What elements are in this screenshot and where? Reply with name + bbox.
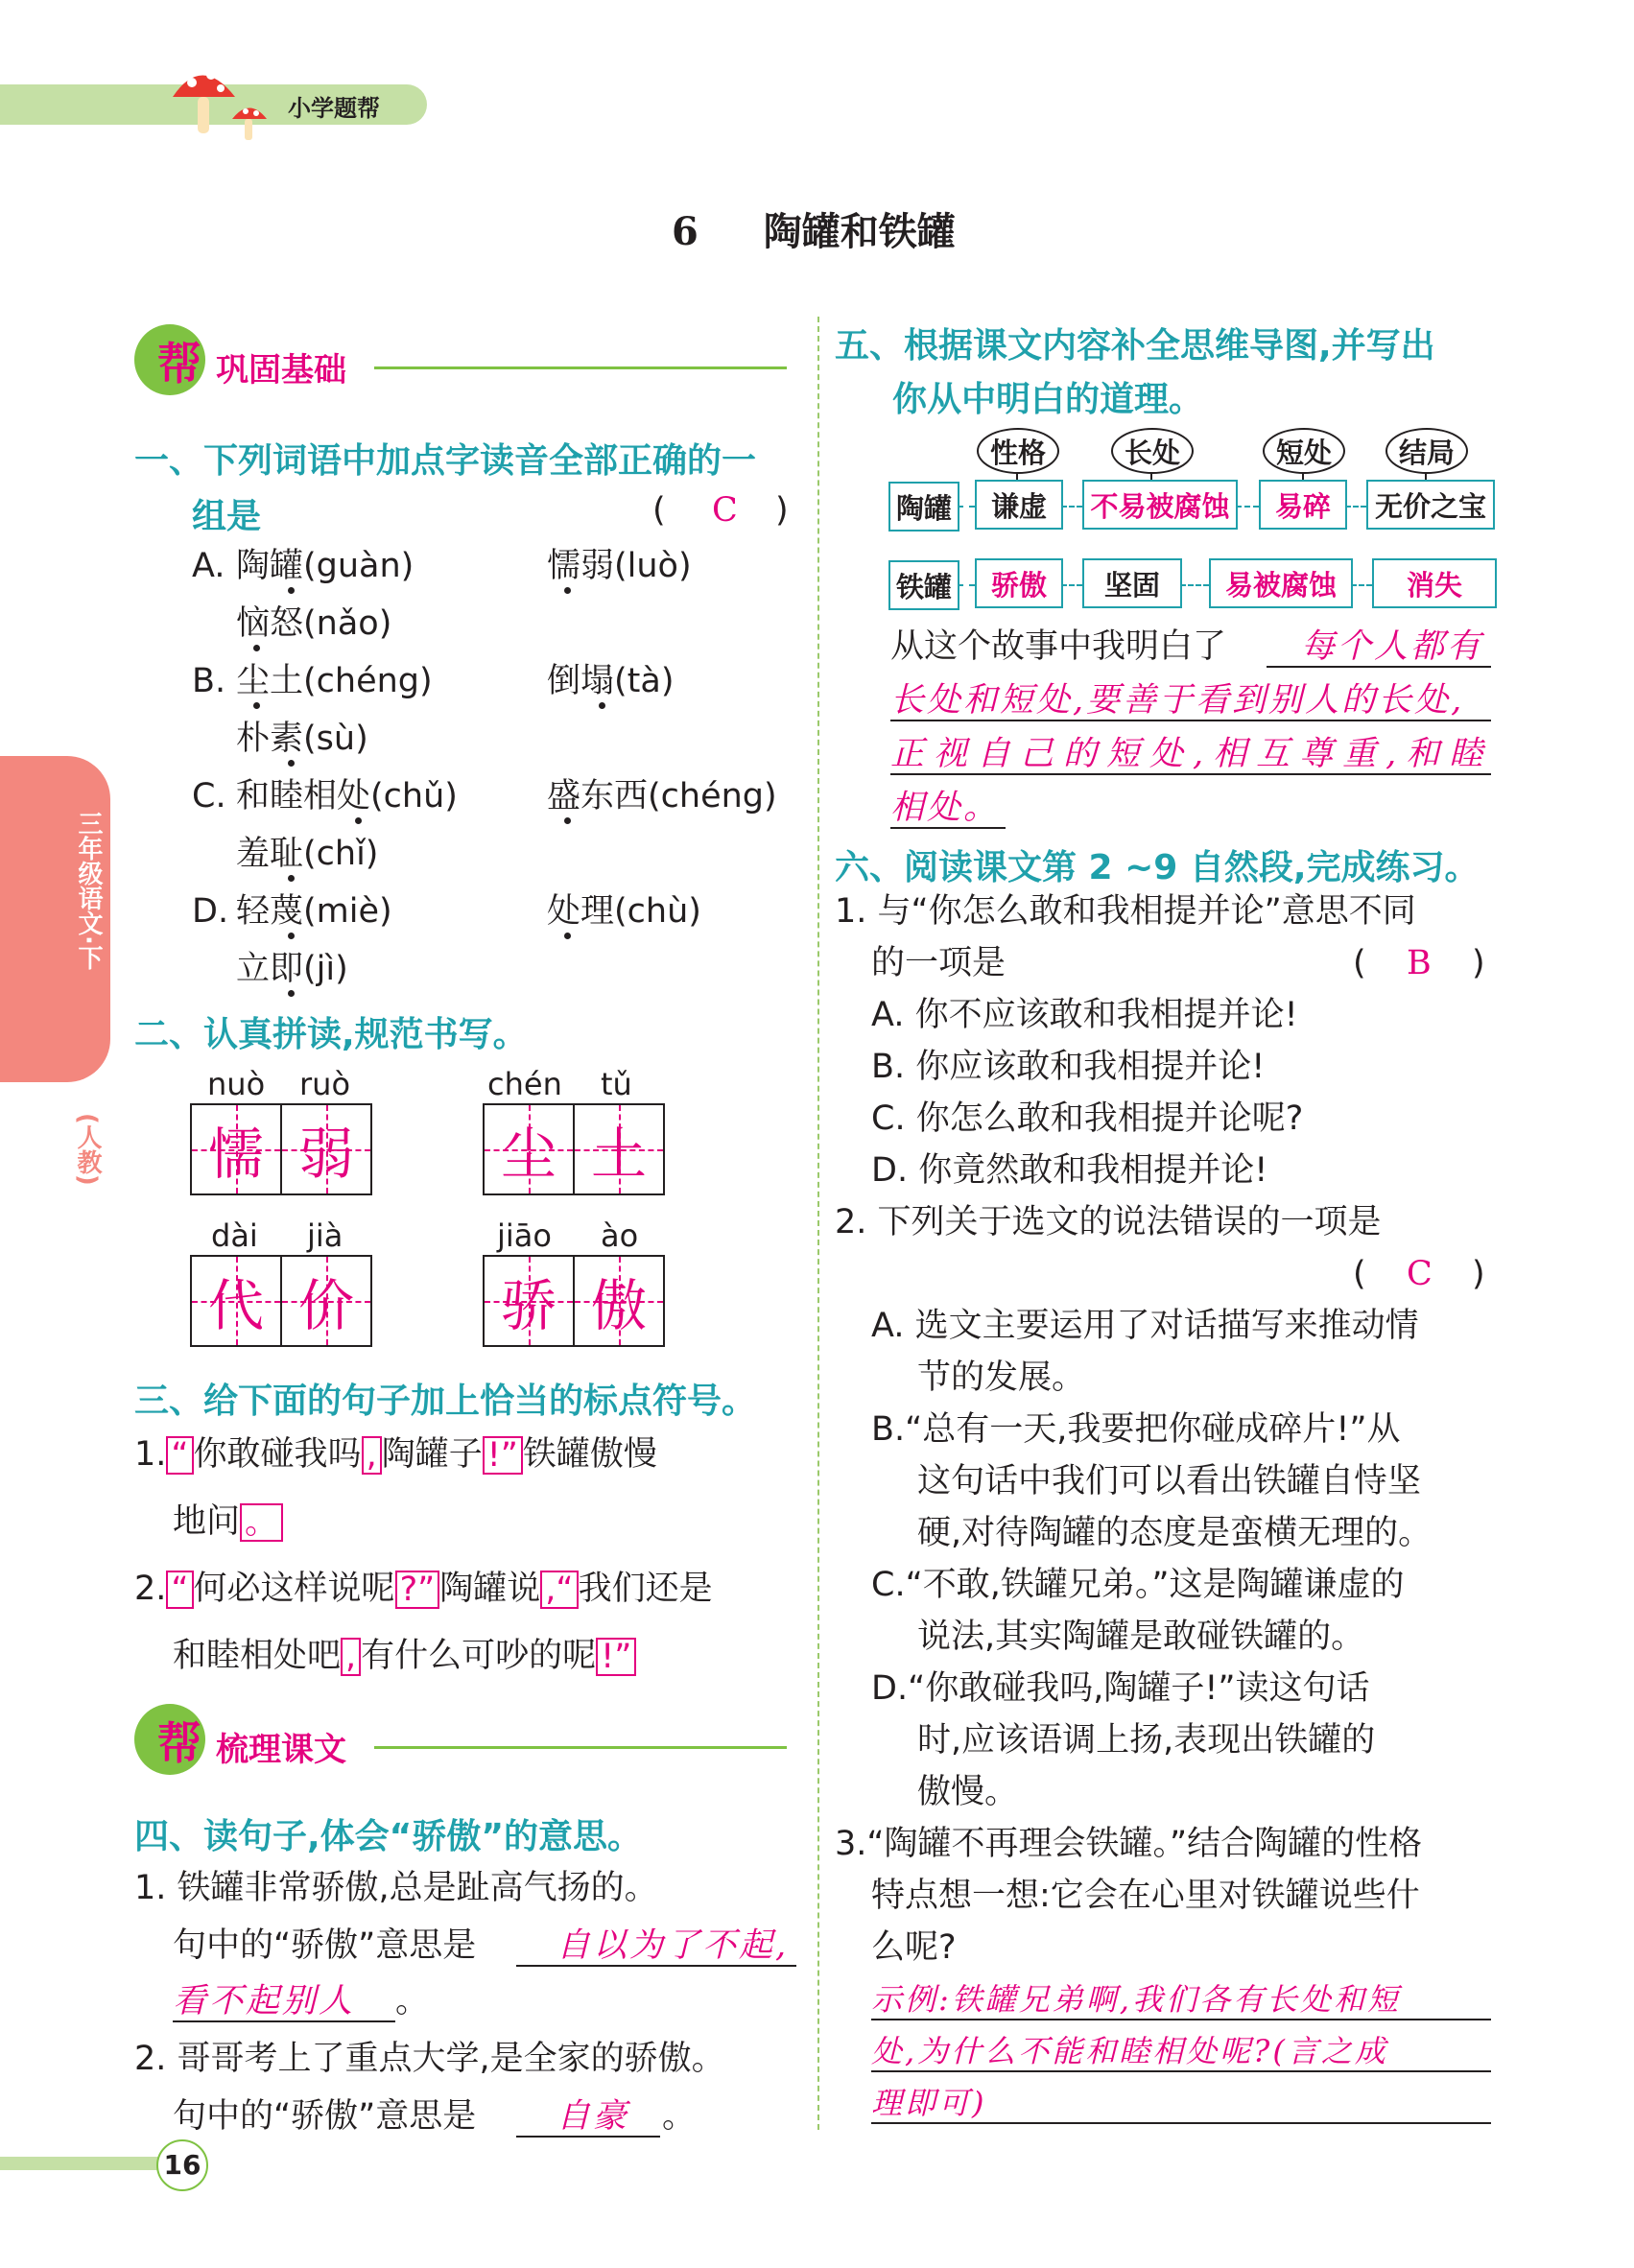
brand-name: 小学题帮 <box>288 95 380 122</box>
q6-item2: 2. 下列关于选文的说法错误的一项是 <box>835 1203 1382 1241</box>
q3-s2-num: 2. <box>134 1570 167 1608</box>
punct-box: 。 <box>240 1503 283 1542</box>
q6-item2-option-c: C.“不敢,铁罐兄弟。”这是陶罐谦虚的 <box>871 1566 1405 1604</box>
q6-item2-option-d: D.“你敢碰我吗,陶罐子!”读这句话 <box>871 1669 1370 1708</box>
emphasis-dot <box>564 933 571 939</box>
section-rule <box>374 1746 787 1749</box>
q3-sentence-2-cont <box>173 1637 636 1676</box>
pinyin-dai: dài <box>211 1217 258 1254</box>
emphasis-dot <box>355 817 362 824</box>
mindmap-header-weakness: 短处 <box>1263 428 1345 474</box>
q6-item1-paren-open: ( <box>1353 944 1366 982</box>
q3-s1-text: 你敢碰我吗 <box>193 1435 362 1474</box>
mindmap-header-ending: 结局 <box>1385 428 1468 474</box>
answer-line <box>871 2070 1491 2072</box>
q4-title: 四、读句子,体会“骄傲”的意思。 <box>134 1817 642 1856</box>
mindmap-connector <box>1061 506 1082 508</box>
mindmap-connector <box>1180 584 1209 586</box>
q6-item2-answer: C <box>1407 1255 1433 1293</box>
grid-char: 尘 <box>500 1122 557 1187</box>
punct-box: !” <box>596 1638 636 1676</box>
mindmap-row1-label: 陶罐 <box>888 482 959 532</box>
q3-s2-text: 有什么可吵的呢 <box>361 1637 597 1675</box>
punct-box: ,“ <box>540 1571 578 1609</box>
q6-item2-option-a-cont: 节的发展。 <box>917 1358 1086 1397</box>
pinyin-jia: jià <box>307 1217 343 1254</box>
answer-line <box>516 2136 660 2138</box>
q4-prompt-2: 句中的“骄傲”意思是 <box>173 2097 477 2136</box>
q1-title-cont: 组是 <box>192 497 262 536</box>
emphasis-dot <box>253 702 260 709</box>
emphasis-dot <box>599 702 605 709</box>
grid-char: 弱 <box>297 1122 354 1187</box>
q3-sentence-1 <box>134 1435 657 1475</box>
q6-item2-option-b-cont: 这句话中我们可以看出铁罐自恃坚 <box>917 1462 1422 1500</box>
section-label-consolidate: 巩固基础 <box>216 351 346 390</box>
q4-answer-2: 自豪 <box>557 2097 630 2136</box>
q6-item1-answer: B <box>1407 944 1432 982</box>
lesson-number: 6 <box>672 209 699 254</box>
column-divider <box>817 317 819 2130</box>
q4-answer-1b: 看不起别人 <box>173 1982 356 2020</box>
grid-char: 懦 <box>207 1122 264 1187</box>
q6-title: 六、阅读课文第 2 ~9 自然段,完成练习。 <box>835 848 1480 887</box>
q4-end-1: 。 <box>395 1982 430 2020</box>
grid-cell <box>282 1257 370 1345</box>
q6-item1-option-a: A. 你不应该敢和我相提并论! <box>871 996 1298 1034</box>
q6-item2-paren-close: ) <box>1472 1255 1485 1293</box>
grid-cell <box>575 1257 663 1345</box>
grid-cell <box>192 1105 282 1193</box>
q5-lesson-line-2: 长处和短处,要善于看到别人的长处, <box>890 681 1465 720</box>
q6-item3-cont2: 么呢? <box>871 1928 957 1967</box>
q1-option-d-label: D. <box>192 892 229 931</box>
side-tab-edition: (人教) <box>73 1113 102 1186</box>
q1-option-b-1: 尘土(chéng) <box>236 662 433 700</box>
emphasis-dot <box>564 587 571 594</box>
q6-item2-option-b: B.“总有一天,我要把你碰成碎片!”从 <box>871 1410 1401 1449</box>
q3-s1-text: 地问 <box>173 1502 241 1541</box>
emphasis-dot <box>288 760 295 767</box>
grid-cell <box>485 1105 575 1193</box>
grid-char: 骄 <box>500 1273 557 1338</box>
q1-paren-open: ( <box>652 491 666 530</box>
grid-cell <box>485 1257 575 1345</box>
answer-line <box>516 1965 796 1967</box>
q6-item1-paren-close: ) <box>1472 944 1485 982</box>
pinyin-nuo: nuò <box>207 1066 266 1102</box>
q3-s2-text: 我们还是 <box>578 1570 713 1608</box>
q3-s2-text: 陶罐说 <box>439 1570 541 1608</box>
mindmap-connector <box>958 506 975 508</box>
q1-option-a-2: 懦弱(luò) <box>547 547 692 585</box>
mindmap-header-strength: 长处 <box>1111 428 1194 474</box>
section-label-review: 梳理课文 <box>216 1731 346 1769</box>
q1-option-b-label: B. <box>192 662 226 700</box>
q4-sentence-2: 2. 哥哥考上了重点大学,是全家的骄傲。 <box>134 2040 725 2078</box>
q4-sentence-1: 1. 铁罐非常骄傲,总是趾高气扬的。 <box>134 1869 658 1907</box>
mindmap-row1-character: 谦虚 <box>975 480 1063 530</box>
footer-band <box>0 2157 168 2170</box>
emphasis-dot <box>288 587 295 594</box>
q5-lesson-prompt: 从这个故事中我明白了 <box>890 627 1227 666</box>
punct-box: , <box>341 1638 361 1676</box>
q1-option-a-label: A. <box>192 547 225 585</box>
mindmap-row2-weakness: 易被腐蚀 <box>1209 558 1353 608</box>
answer-line <box>173 2020 395 2022</box>
section-badge: 帮 <box>157 338 201 390</box>
answer-line <box>871 2122 1491 2124</box>
q1-option-c-2: 盛东西(chéng) <box>547 777 777 815</box>
emphasis-dot <box>288 933 295 939</box>
mindmap-row2-strength: 坚固 <box>1082 558 1182 608</box>
q6-item2-paren-open: ( <box>1353 1255 1366 1293</box>
q1-option-b-3: 朴素(sù) <box>236 720 368 758</box>
q6-item2-option-d-cont2: 傲慢。 <box>917 1773 1019 1811</box>
grid-cell <box>575 1105 663 1193</box>
q1-option-d-3: 立即(jì) <box>236 950 348 988</box>
q5-title-cont: 你从中明白的道理。 <box>892 380 1204 419</box>
pinyin-tu: tǔ <box>601 1066 632 1102</box>
q1-answer: C <box>712 491 738 530</box>
mindmap-connector <box>1236 506 1259 508</box>
mindmap-connector <box>1061 584 1082 586</box>
emphasis-dot <box>288 875 295 882</box>
answer-line <box>1267 666 1491 668</box>
q4-end-2: 。 <box>662 2097 697 2136</box>
answer-line <box>890 773 1491 775</box>
q1-option-c-3: 羞耻(chǐ) <box>236 835 379 873</box>
mindmap-row2-label: 铁罐 <box>888 560 959 610</box>
answer-line <box>890 827 1006 829</box>
q6-item3-answer-3: 理即可) <box>871 2085 987 2121</box>
q1-option-d-2: 处理(chù) <box>547 892 701 931</box>
q3-s2-text: 何必这样说呢 <box>193 1570 395 1608</box>
pinyin-jiao: jiāo <box>497 1217 552 1254</box>
q6-item3-answer-1: 示例:铁罐兄弟啊,我们各有长处和短 <box>871 1981 1401 2018</box>
grid-char: 土 <box>590 1122 647 1187</box>
mindmap-row2-character: 骄傲 <box>975 558 1063 608</box>
emphasis-dot <box>564 817 571 824</box>
q1-option-a-3: 恼怒(nǎo) <box>236 604 392 643</box>
q6-item1-option-d: D. 你竟然敢和我相提并论! <box>871 1151 1268 1190</box>
q2-title: 二、认真拼读,规范书写。 <box>134 1015 528 1054</box>
q1-paren-close: ) <box>775 491 789 530</box>
pinyin-chen: chén <box>487 1066 562 1102</box>
q3-s1-text: 铁罐傲慢 <box>522 1435 657 1474</box>
writing-grid-4 <box>483 1255 665 1347</box>
q6-item2-option-d-cont: 时,应该语调上扬,表现出铁罐的 <box>917 1721 1376 1760</box>
q1-option-c-label: C. <box>192 777 226 815</box>
q1-option-b-2: 倒塌(tà) <box>547 662 675 700</box>
mindmap-row1-strength: 不易被腐蚀 <box>1082 480 1238 530</box>
grid-cell <box>282 1105 370 1193</box>
q6-item3-answer-2: 处,为什么不能和睦相处呢?(言之成 <box>871 2033 1388 2069</box>
answer-line <box>890 720 1491 721</box>
q3-sentence-2 <box>134 1570 713 1609</box>
lesson-title-text: 陶罐和铁罐 <box>763 210 956 254</box>
punct-box: !” <box>483 1436 523 1475</box>
punct-box: ?” <box>395 1571 440 1609</box>
q5-lesson-line-3: 正视自己的短处,相互尊重,和睦 <box>890 735 1493 773</box>
grid-char: 代 <box>207 1273 264 1338</box>
q4-answer-1a: 自以为了不起, <box>557 1926 790 1965</box>
section-rule <box>374 366 787 369</box>
q6-item1: 1. 与“你怎么敢和我相提并论”意思不同 <box>835 892 1416 931</box>
q3-s2-text: 和睦相处吧 <box>173 1637 342 1675</box>
writing-grid-2 <box>483 1103 665 1195</box>
q6-item3: 3.“陶罐不再理会铁罐。”结合陶罐的性格 <box>835 1825 1423 1863</box>
q3-s1-num: 1. <box>134 1435 167 1474</box>
grid-cell <box>192 1257 282 1345</box>
emphasis-dot <box>288 990 295 997</box>
emphasis-dot <box>253 645 260 651</box>
grid-char: 价 <box>297 1273 354 1338</box>
q6-item3-cont: 特点想一想:它会在心里对铁罐说些什 <box>871 1877 1420 1915</box>
q5-lesson-line-1: 每个人都有 <box>1301 627 1484 666</box>
section-badge: 帮 <box>157 1717 201 1769</box>
q6-item1-option-c: C. 你怎么敢和我相提并论呢? <box>871 1099 1304 1138</box>
q6-item1-option-b: B. 你应该敢和我相提并论! <box>871 1048 1266 1086</box>
punct-box: , <box>362 1436 382 1475</box>
q6-item2-option-c-cont: 说法,其实陶罐是敢碰铁罐的。 <box>917 1618 1365 1656</box>
punct-box: “ <box>166 1436 193 1475</box>
q5-lesson-line-4: 相处。 <box>890 789 1001 827</box>
q3-sentence-1-cont <box>173 1502 283 1542</box>
answer-line <box>871 2019 1491 2020</box>
q3-title: 三、给下面的句子加上恰当的标点符号。 <box>134 1382 757 1421</box>
writing-grid-1 <box>190 1103 372 1195</box>
q4-prompt-1: 句中的“骄傲”意思是 <box>173 1926 477 1965</box>
q3-s1-text: 陶罐子 <box>381 1435 483 1474</box>
mindmap-row2-ending: 消失 <box>1372 558 1497 608</box>
q1-title: 一、下列词语中加点字读音全部正确的一 <box>134 441 757 481</box>
mindmap-row1-weakness: 易碎 <box>1259 480 1347 530</box>
lesson-title <box>672 201 956 256</box>
punct-box: “ <box>166 1571 193 1609</box>
grid-char: 傲 <box>590 1273 647 1338</box>
mindmap-connector <box>958 584 975 586</box>
mindmap-header-character: 性格 <box>977 428 1059 474</box>
mushroom-logo-icon <box>163 54 278 150</box>
pinyin-ao: ào <box>601 1217 639 1254</box>
q6-item2-option-a: A. 选文主要运用了对话描写来推动情 <box>871 1307 1419 1345</box>
q5-title: 五、根据课文内容补全思维导图,并写出 <box>835 326 1435 366</box>
q1-option-a-1: 陶罐(guàn) <box>236 547 414 585</box>
q6-item2-option-b-cont2: 硬,对待陶罐的态度是蛮横无理的。 <box>917 1514 1433 1552</box>
mindmap-connector <box>1345 506 1366 508</box>
page-number: 16 <box>163 2149 201 2181</box>
q1-option-d-1: 轻蔑(miè) <box>236 892 392 931</box>
mindmap-connector <box>1351 584 1372 586</box>
q1-option-c-1: 和睦相处(chǔ) <box>236 777 458 815</box>
mindmap-row1-ending: 无价之宝 <box>1366 480 1495 530</box>
side-tab-grade: 三年级语文·下 <box>74 811 103 970</box>
pinyin-ruo: ruò <box>299 1066 351 1102</box>
q6-item1-cont: 的一项是 <box>871 944 1006 982</box>
writing-grid-3 <box>190 1255 372 1347</box>
